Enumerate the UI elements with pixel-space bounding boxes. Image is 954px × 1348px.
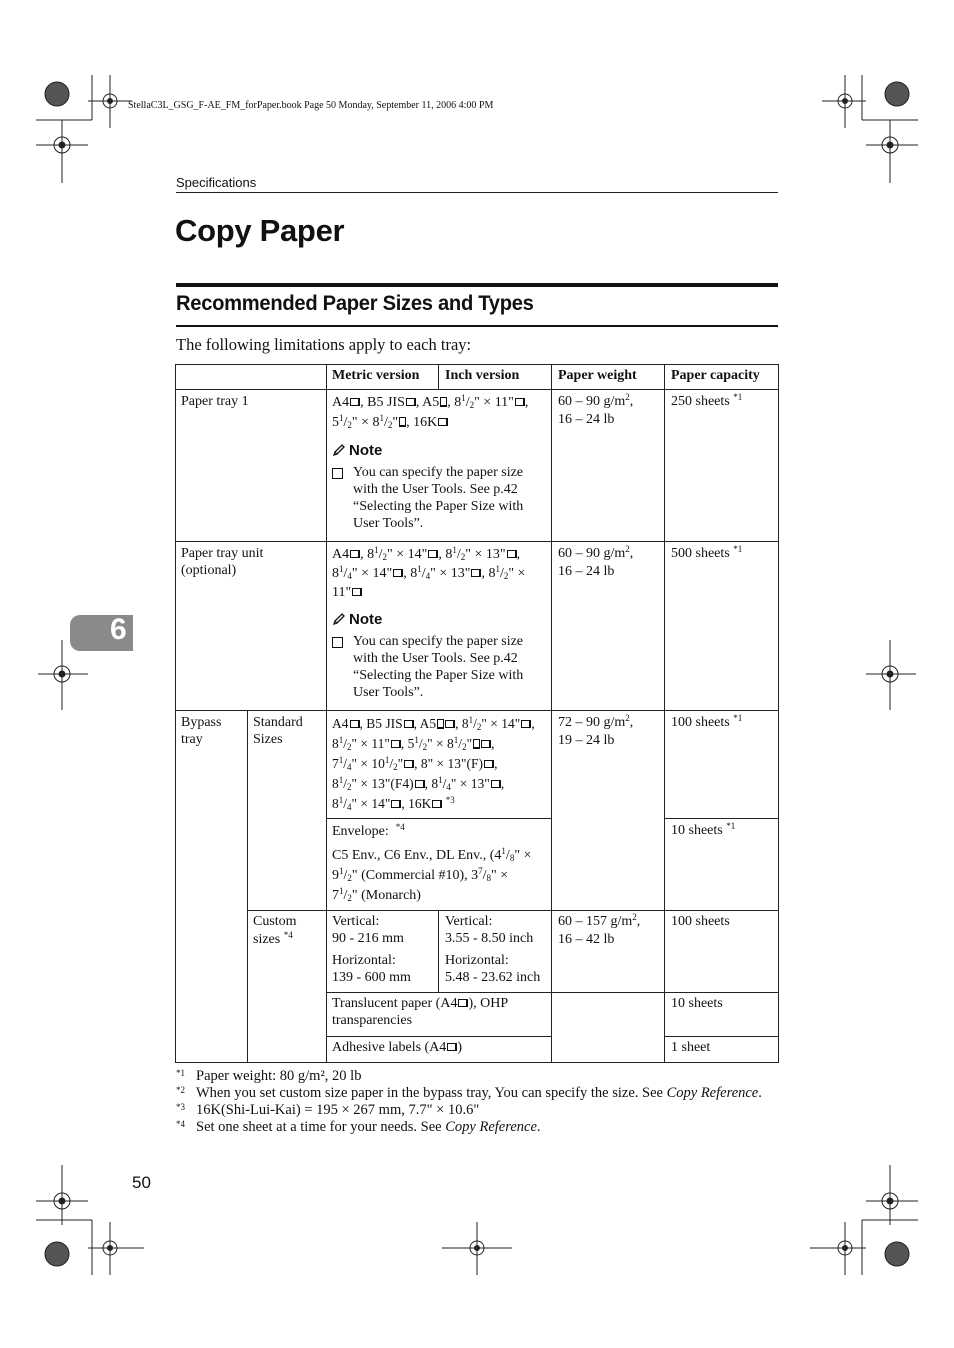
standard-sizes-label: Standard Sizes [253,715,303,747]
section-rule-bottom [176,325,778,327]
header-inch: Inch version [445,368,520,383]
page-title: Copy Paper [175,213,345,248]
bypass-label: Bypass tray [181,715,222,747]
adhesive-labels: Adhesive labels (A4 ) [332,1040,462,1055]
tray1-capacity: 250 sheets $^{*1}$ [671,392,743,409]
bypass-standard-capacity: 100 sheets $^{*1}$ [671,713,743,730]
section-title: Recommended Paper Sizes and Types [176,292,534,315]
tray1-sizes: A4 , B5 JIS , A5 , $8^1/_2$" × 11" , $5^1/_2$" × $8^1/_2$" , 16K [332,393,529,430]
footnote-1: *1 Paper weight: 80 g/m², 20 lb [176,1068,362,1084]
translucent-capacity: 10 sheets [671,996,723,1011]
custom-inch: Vertical: 3.55 - 8.50 inch Horizontal: 5.48 - 23.62 inch [445,914,541,985]
tray-unit-note: Note You can specify the paper size with the User Tools. See p.42 “Selecting the Paper Size with User Tools”. [332,611,547,701]
page-number: 50 [132,1173,151,1192]
tray-unit-sizes: A4 , $8^1/_2$" × 14" , $8^1/_2$" × 13" , $8^1/_4$" × 14" , $8^1/_4$" × 13" , $8^1/_2$" × 11" [332,545,526,600]
custom-capacity: 100 sheets [671,914,730,929]
footnote-3: *3 16K(Shi-Lui-Kai) = 195 × 267 mm, 7.7" × 10.6" [176,1102,480,1118]
tray1-note: Note You can specify the paper size with the User Tools. See p.42 “Selecting the Paper Size with User Tools”. [332,442,547,532]
header-rule [176,192,778,193]
bypass-standard-weight: 72 – 90 $g/m^2$, 19 – 24 lb [558,713,634,748]
bypass-envelope: Envelope: $^{*4}$ C5 Env., C6 Env., DL Env., ($4^1/_8$" × $9^1/_2$" (Commercial #10), $3^7/_8$" × $7^1/_2$" (Monarch) [332,822,532,903]
bypass-standard-sizes: A4 , B5 JIS , A5 , $8^1/_2$" × 14" , $8^1/_2$" × 11" , $5^1/_2$" × $8^1/_2$" , $7^1/_4$" × $10^1/_2$" , 8" × 13"(F) , $8^1/_2$" × 13"(F4) , $8^1/_4$" × 13" , $8^1/_4$" × 14" , 16K $^{*3}$ [332,715,535,812]
footnotes [176,1068,780,1136]
checkbox-icon [332,637,343,648]
header-metric: Metric version [332,368,420,383]
paper-table [175,364,779,1063]
custom-weight: 60 – 157 $g/m^2$, 16 – 42 lb [558,912,641,947]
tray1-label: Paper tray 1 [181,394,249,409]
file-header: StellaC3L_GSG_F-AE_FM_forPaper.book Page 50 Monday, September 11, 2006 4:00 PM [128,100,494,111]
footnote-2: *2 When you set custom size paper in the bypass tray, You can specify the size. See Copy Reference. [176,1085,762,1101]
pencil-icon [332,443,346,457]
pencil-icon [332,612,346,626]
header-capacity: Paper capacity [671,368,760,383]
checkbox-icon [332,468,343,479]
translucent-paper: Translucent paper (A4 ), OHP transparencies [332,996,509,1028]
tray-unit-weight: 60 – 90 $g/m^2$, 16 – 24 lb [558,544,634,579]
footnote-4: *4 Set one sheet at a time for your needs. See Copy Reference. [176,1119,541,1135]
intro-text: The following limitations apply to each tray: [176,335,472,354]
custom-sizes-label: Custom sizes $^{*4}$ [253,914,297,947]
running-head: Specifications [176,175,257,190]
bypass-envelope-capacity: 10 sheets $^{*1}$ [671,821,736,838]
custom-metric: Vertical: 90 - 216 mm Horizontal: 139 - 600 mm [332,914,411,985]
header-weight: Paper weight [558,368,637,383]
tray-unit-label: Paper tray unit (optional) [181,546,264,578]
chapter-number: 6 [110,613,127,646]
tray-unit-capacity: 500 sheets $^{*1}$ [671,544,743,561]
section-rule-top [176,283,778,287]
adhesive-capacity: 1 sheet [671,1040,711,1055]
tray1-weight: 60 – 90 $g/m^2$, 16 – 24 lb [558,392,634,427]
